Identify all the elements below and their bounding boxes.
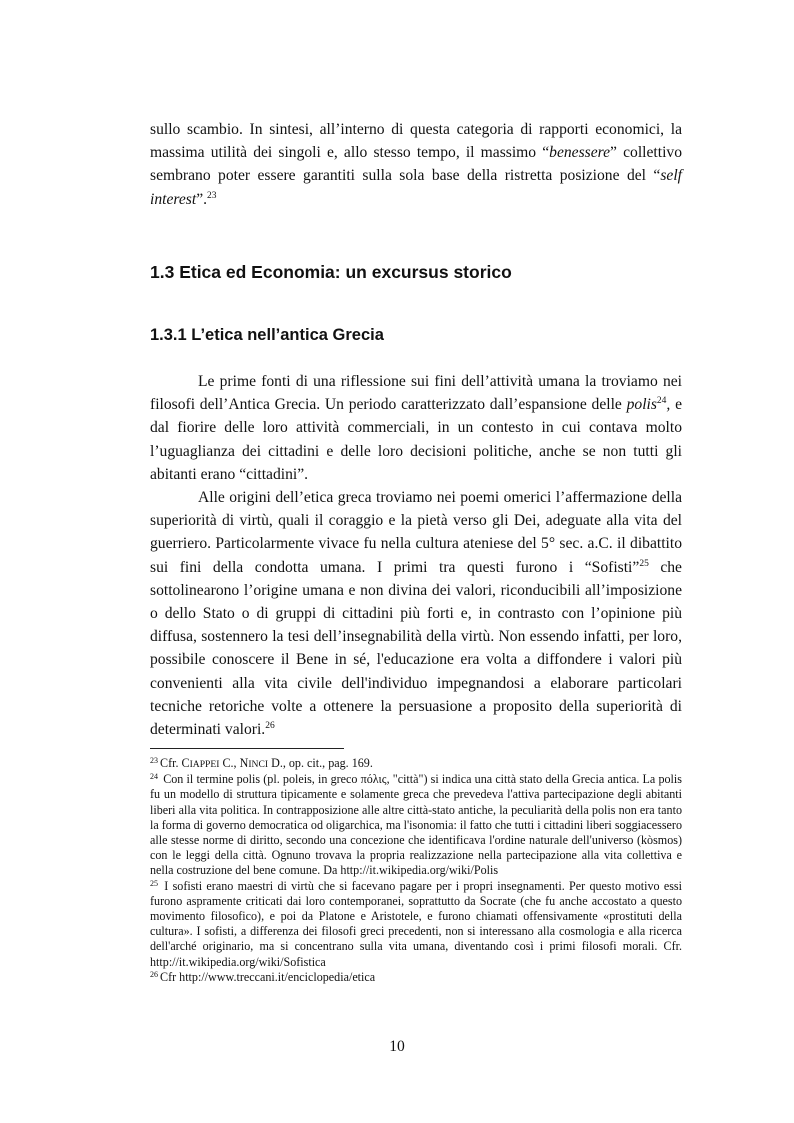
page-number: 10 bbox=[389, 1038, 405, 1055]
footnote-25: $^{25}$ I sofisti erano maestri di virtù che si facevano pagare per i propri insegnamenti. Per questo motivo essi furono aspramente criticati dai loro contemporanei, soprattutto da Socrate (che fu anche accostato a questo movimento filosofico), e poi da Platone e Aristotele, e furono chiamati offensivamente «prostituti della cultura». I sofisti, a differenza dei filosofi greci precedenti, non si interessano alla cosmologia e alla ricerca dell'arché originario, ma si concentrano sulla vita umana, diventando così i primi filosofi morali. Cfr. http://it.wikipedia.org/wiki/Sofistica bbox=[150, 878, 682, 969]
footnote-ref-24[interactable]: 24 bbox=[656, 396, 667, 407]
subsection-heading: 1.3.1 L’etica nell’antica Grecia bbox=[150, 326, 384, 344]
section-heading: 1.3 Etica ed Economia: un excursus storico bbox=[150, 262, 512, 282]
paragraph-polis: Le prime fonti di una riflessione sui fini dell’attività umana la troviamo nei filosofi dell’Antica Grecia. Un periodo caratterizzato dall’espansione delle polis$^{24}$, e dal fiorire delle loro attività commerciali, in un contesto in cui contava molto l’uguaglianza dei cittadini e delle loro decisioni politiche, anche se non tutti gli abitanti erano “cittadini”. bbox=[150, 373, 682, 483]
italic-polis: polis bbox=[626, 396, 657, 414]
paragraph-sofisti: Alle origini dell’etica greca troviamo nei poemi omerici l’affermazione della superiorità di virtù, quali il coraggio e la pietà verso gli Dei, adeguate alla vita del guerriero. Particolarmente vivace fu nella cultura ateniese del 5° sec. a.C. il dibattito sui fini della condotta umana. I primi tra questi furono i “Sofisti”$^{25}$ che sottolinearono l’origine umana e non divina dei valori, riconducibili all’imposizione o dello Stato o di gruppi di cittadini più forti e, in contrasto con l’opinione più diffusa, sostennero la tesi dell’insegnabilità della virtù. Non essendo infatti, per loro, possibile conoscere il Bene in sé, l'educazione era volta a diffondere i valori più convenienti alla vita civile dell'individuo impegnandosi a elaborare particolari tecniche retoriche volte a ottenere la persuasione a proposito della superiorità di determinati valori.$^{26}$ bbox=[150, 489, 682, 739]
section-body bbox=[150, 370, 682, 741]
intro-italic-benessere: benessere bbox=[549, 144, 611, 162]
intro-text: ”. bbox=[196, 190, 208, 208]
intro-text: ” collettivo sembrano poter essere garantiti sulla sola base della ristretta posizione del “ bbox=[150, 144, 682, 185]
footnote-ref-25[interactable]: 25 bbox=[639, 558, 649, 569]
intro-text: sullo scambio. In sintesi, all’interno di questa categoria di rapporti economici, la massima utilità dei singoli e, allo stesso tempo, il massimo “ bbox=[150, 121, 682, 162]
intro-paragraph bbox=[150, 118, 682, 211]
footnote-23: $^{23}$ Cfr. CIAPPEI C., NINCI D., op. cit., pag. 169. bbox=[150, 756, 373, 770]
footnote-ref-26[interactable]: 26 bbox=[265, 721, 275, 732]
footnotes bbox=[150, 756, 682, 985]
footnote-26: $^{26}$ Cfr http://www.treccani.it/enciclopedia/etica bbox=[150, 969, 376, 984]
footnote-24: $^{24}$ Con il termine polis (pl. poleis, in greco πόλις, "città") si indica una città stato della Grecia antica. La polis fu un modello di struttura tipicamente e solamente greca che prevedeva l'attiva partecipazione degli abitanti liberi alla vita politica. In contrapposizione alle altre città-stato antiche, la peculiarità della polis non era tanto la forma di governo democratica od oligarchica, ma l'isonomia: il fatto che tutti i cittadini liberi soggiacessero alle stesse norme di diritto, secondo una concezione che identificava l'ordine naturale dell'universo (kòsmos) con le leggi della città. Ognuno trovava la propria realizzazione nella partecipazione alla vita collettiva e nella costruzione del bene comune. Da http://it.wikipedia.org/wiki/Polis bbox=[150, 772, 682, 878]
intro-italic-self-interest: self interest bbox=[150, 167, 682, 208]
footnote-ref-23[interactable]: 23 bbox=[207, 190, 217, 201]
footnote-separator bbox=[150, 748, 344, 749]
